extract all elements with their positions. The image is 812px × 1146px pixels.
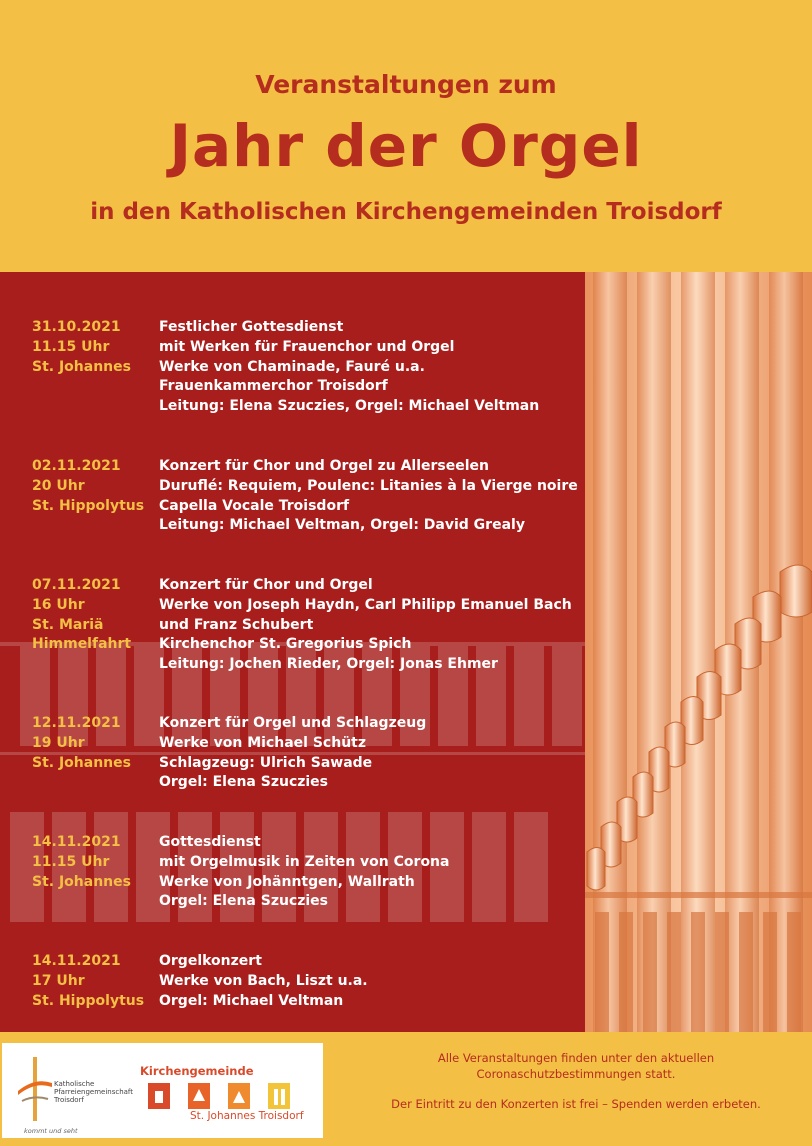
notice-line: Der Eintritt zu den Konzerten ist frei – Spenden werden erbeten. (391, 1097, 761, 1111)
event-time: 17 Uhr (32, 972, 85, 989)
event-detail-line: Orgel: Elena Szuczies (159, 774, 329, 791)
event-date: 14.11.2021 (32, 953, 121, 969)
event-detail-line: Festlicher Gottesdienst (159, 319, 344, 335)
event-detail-line: Orgel: Michael Veltman (159, 992, 344, 1009)
event-detail-line: Werke von Chaminade, Fauré u.a. (159, 358, 425, 375)
event-detail-line: Werke von Bach, Liszt u.a. (159, 972, 368, 989)
event-location: St. Mariä (32, 616, 104, 633)
event-time: 19 Uhr (32, 734, 85, 751)
parish-logo-motto: kommt und seht (24, 1127, 78, 1135)
poster-footer (0, 1032, 812, 1146)
event-detail-line: Schlagzeug: Ulrich Sawade (159, 754, 373, 771)
event-5-meta (32, 833, 152, 892)
logos-panel (2, 1043, 323, 1138)
event-4-meta (32, 714, 152, 773)
event-detail-line: und Franz Schubert (159, 616, 314, 633)
event-location: St. Johannes (32, 873, 131, 890)
event-time: 20 Uhr (32, 477, 85, 494)
organ-pipes-image (585, 272, 812, 1032)
event-3-meta (32, 576, 152, 655)
parish-logo-text (54, 1080, 133, 1104)
event-detail-line: Duruflé: Requiem, Poulenc: Litanies à la Vierge noire (159, 477, 578, 494)
event-detail-line: Kirchenchor St. Gregorius Spich (159, 636, 412, 653)
event-date: 31.10.2021 (32, 319, 121, 335)
header-subtitle-bottom: in den Katholischen Kirchengemeinden Troisdorf (90, 199, 722, 225)
event-1-meta (32, 318, 152, 377)
cross-logo-icon (18, 1057, 52, 1121)
event-date: 12.11.2021 (32, 715, 121, 731)
event-detail-line: mit Werken für Frauenchor und Orgel (159, 338, 455, 355)
event-detail-line: Werke von Johänntgen, Wallrath (159, 873, 415, 890)
event-location: St. Hippolytus (32, 497, 145, 514)
poster-header (0, 0, 812, 272)
event-location: St. Johannes (32, 754, 131, 771)
parish-logo-line: Pfarreiengemeinschaft (54, 1088, 134, 1096)
event-detail-line: Leitung: Michael Veltman, Orgel: David Grealy (159, 517, 525, 534)
parish-logo-line: Katholische (54, 1080, 95, 1088)
parish-logo-line: Troisdorf (54, 1096, 84, 1104)
header-subtitle-top: Veranstaltungen zum (255, 70, 557, 99)
event-detail-line: Konzert für Chor und Orgel (159, 577, 373, 593)
event-detail-line: Frauenkammerchor Troisdorf (159, 378, 388, 395)
event-detail-line: Capella Vocale Troisdorf (159, 497, 350, 514)
event-date: 14.11.2021 (32, 834, 121, 850)
event-4-details (159, 714, 579, 793)
event-3-details (159, 576, 579, 675)
event-6-details (159, 952, 579, 1011)
church-logo-title: Kirchengemeinde (140, 1064, 254, 1078)
event-location: St. Johannes (32, 358, 131, 375)
event-detail-line: Leitung: Jochen Rieder, Orgel: Jonas Ehmer (159, 656, 498, 673)
event-detail-line: Gottesdienst (159, 834, 261, 850)
event-location: St. Hippolytus (32, 992, 145, 1009)
event-detail-line: mit Orgelmusik in Zeiten von Corona (159, 853, 450, 870)
event-5-details (159, 833, 579, 912)
event-2-meta (32, 457, 152, 516)
church-logo-subtitle: St. Johannes Troisdorf (190, 1110, 304, 1122)
event-detail-line: Leitung: Elena Szuczies, Orgel: Michael Veltman (159, 398, 540, 415)
event-detail-line: Konzert für Orgel und Schlagzeug (159, 715, 427, 731)
event-detail-line: Orgel: Elena Szuczies (159, 893, 329, 910)
notice-line: Coronaschutzbestimmungen statt. (476, 1067, 676, 1081)
event-detail-line: Konzert für Chor und Orgel zu Allerseelen (159, 458, 490, 474)
event-date: 07.11.2021 (32, 577, 121, 593)
event-detail-line: Werke von Michael Schütz (159, 734, 366, 751)
event-1-details (159, 318, 579, 417)
event-detail-line: Werke von Joseph Haydn, Carl Philipp Emanuel Bach (159, 596, 572, 613)
event-time: 11.15 Uhr (32, 853, 110, 870)
notice-line: Alle Veranstaltungen finden unter den aktuellen (437, 1051, 715, 1065)
events-panel (0, 272, 585, 1032)
event-6-meta (32, 952, 152, 1011)
organ-pipes-illustration (585, 272, 812, 1032)
event-time: 16 Uhr (32, 596, 85, 613)
event-detail-line: Orgelkonzert (159, 953, 262, 969)
churches-logo-icon (148, 1081, 308, 1109)
event-location: Himmelfahrt (32, 636, 132, 653)
header-title: Jahr der Orgel (169, 112, 643, 180)
event-2-details (159, 457, 579, 536)
event-date: 02.11.2021 (32, 458, 121, 474)
event-time: 11.15 Uhr (32, 338, 110, 355)
